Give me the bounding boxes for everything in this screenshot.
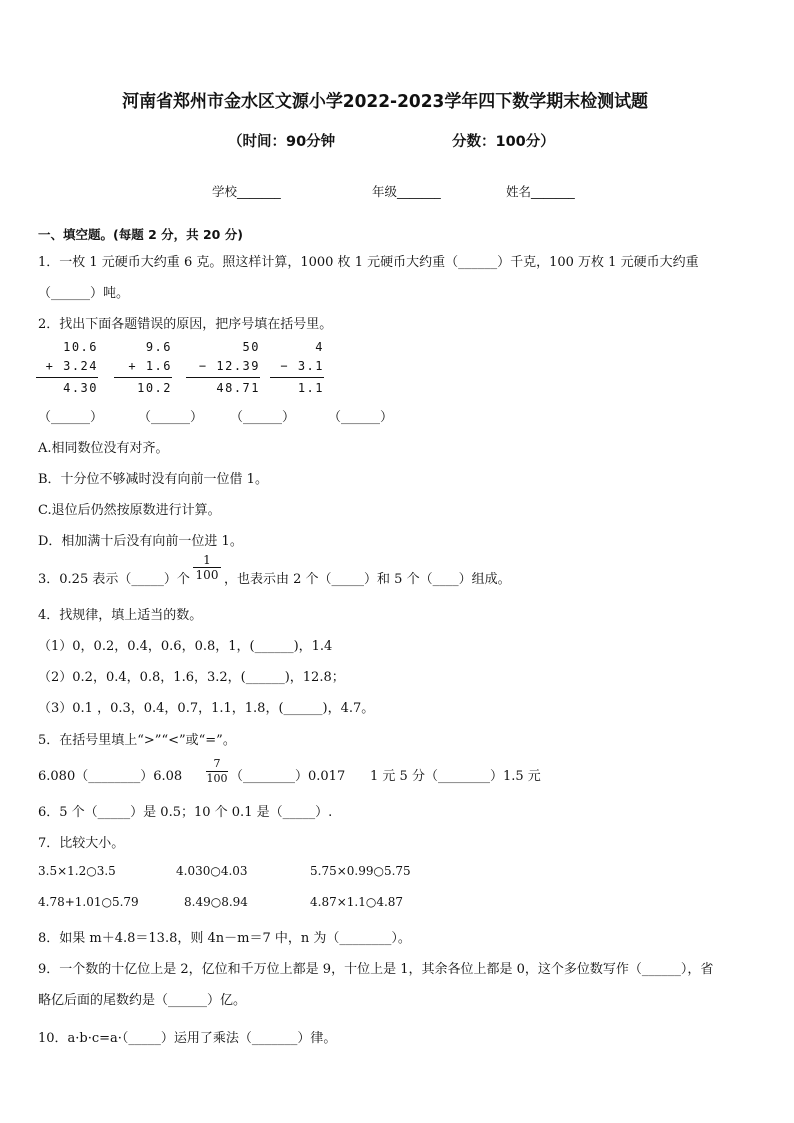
answer-blank-4[interactable]: （______） (328, 410, 394, 425)
compare-row-1-a: 3.5×1.2○3.5 (38, 864, 116, 878)
calc-4-rule (270, 377, 324, 378)
question-4-stem: 4．找规律，填上适当的数。 (38, 608, 203, 623)
school-field: 学校_______ (212, 184, 281, 199)
exam-time: （时间：90分钟 (228, 134, 336, 150)
calc-2-operand: + 1.6 (128, 359, 172, 373)
calc-2-result: 10.2 (137, 381, 172, 395)
fraction-denominator: 100 (206, 772, 228, 785)
question-9-line-1: 9．一个数的十亿位上是 2，亿位和千万位上都是 9，十位上是 1，其余各位上都是 0，这个多位数写作（______），省 (38, 962, 714, 977)
fraction-numerator: 7 (213, 757, 221, 770)
compare-row-2-a: 4.78+1.01○5.79 (38, 895, 139, 909)
compare-row-1-c: 5.75×0.99○5.75 (310, 864, 411, 878)
question-3-before: 3．0.25 表示（_____）个 (38, 572, 190, 587)
name-field: 姓名_______ (506, 184, 575, 199)
pattern-3: （3）0.1 ，0.3，0.4，0.7，1.1，1.8，(______)，4.7。 (38, 701, 375, 716)
question-1-line-2: （______）吨。 (38, 286, 130, 301)
fraction-one-hundredth (193, 553, 221, 582)
question-2-stem: 2．找出下面各题错误的原因，把序号填在括号里。 (38, 317, 333, 332)
question-8: 8．如果 m＋4.8＝13.8，则 4n－m＝7 中，n 为（________）。 (38, 931, 411, 946)
section-heading: 一、填空题。(每题 2 分，共 20 分) (38, 227, 243, 242)
question-7-stem: 7．比较大小。 (38, 836, 125, 851)
compare-b: （________）0.017 (230, 769, 346, 784)
calc-4-top: 4 (315, 340, 324, 354)
calc-2-rule (114, 377, 172, 378)
calc-1-top: 10.6 (63, 340, 98, 354)
compare-c: 1 元 5 分（________）1.5 元 (370, 769, 541, 784)
compare-row-2-c: 4.87×1.1○4.87 (310, 895, 404, 909)
calc-3-rule (186, 377, 260, 378)
option-c: C.退位后仍然按原数进行计算。 (38, 503, 221, 518)
compare-row-2-b: 8.49○8.94 (184, 895, 248, 909)
calc-1-result: 4.30 (63, 381, 98, 395)
vertical-calc-3 (186, 338, 260, 398)
option-d: D．相加满十后没有向前一位进 1。 (38, 534, 243, 549)
grade-field: 年级_______ (372, 184, 441, 199)
calc-3-operand: − 12.39 (198, 359, 260, 373)
question-6: 6．5 个（_____）是 0.5；10 个 0.1 是（_____）. (38, 805, 333, 820)
calc-1-operand: + 3.24 (45, 359, 98, 373)
question-10: 10．a·b·c=a·（_____）运用了乘法（_______）律。 (38, 1031, 337, 1046)
exam-score: 分数：100分） (452, 134, 555, 150)
calc-3-top: 50 (242, 340, 260, 354)
question-9-line-2: 略亿后面的尾数约是（______）亿。 (38, 993, 247, 1008)
answer-blank-3[interactable]: （______） (230, 410, 296, 425)
fraction-seven-hundredths (206, 757, 228, 786)
compare-row-1-b: 4.030○4.03 (176, 864, 248, 878)
calc-4-operand: − 3.1 (280, 359, 324, 373)
fraction-denominator: 100 (195, 568, 219, 582)
vertical-calc-4 (270, 338, 324, 398)
option-b: B．十分位不够减时没有向前一位借 1。 (38, 472, 268, 487)
pattern-1: （1）0，0.2，0.4，0.6，0.8，1，(______)，1.4 (38, 639, 333, 654)
calc-1-rule (36, 377, 98, 378)
question-5-stem: 5．在括号里填上“>”“<”或“=”。 (38, 733, 236, 748)
pattern-2: （2）0.2，0.4，0.8，1.6，3.2，(______)，12.8； (38, 670, 345, 685)
vertical-calc-2 (114, 338, 172, 398)
answer-blank-2[interactable]: （______） (138, 410, 204, 425)
fraction-numerator: 1 (203, 553, 211, 567)
question-1-line-1: 1．一枚 1 元硬币大约重 6 克。照这样计算，1000 枚 1 元硬币大约重（______）千克，100 万枚 1 元硬币大约重 (38, 255, 699, 270)
page-title: 河南省郑州市金水区文源小学2022-2023学年四下数学期末检测试题 (122, 92, 649, 112)
vertical-calc-1 (36, 338, 98, 398)
question-3-after: ，也表示由 2 个（_____）和 5 个（____）组成。 (224, 572, 511, 587)
option-a: A.相同数位没有对齐。 (38, 441, 169, 456)
calc-2-top: 9.6 (145, 340, 172, 354)
calc-4-result: 1.1 (297, 381, 324, 395)
calc-3-result: 48.71 (216, 381, 260, 395)
compare-a: 6.080（________）6.08 (38, 769, 183, 784)
answer-blank-1[interactable]: （______） (38, 410, 104, 425)
